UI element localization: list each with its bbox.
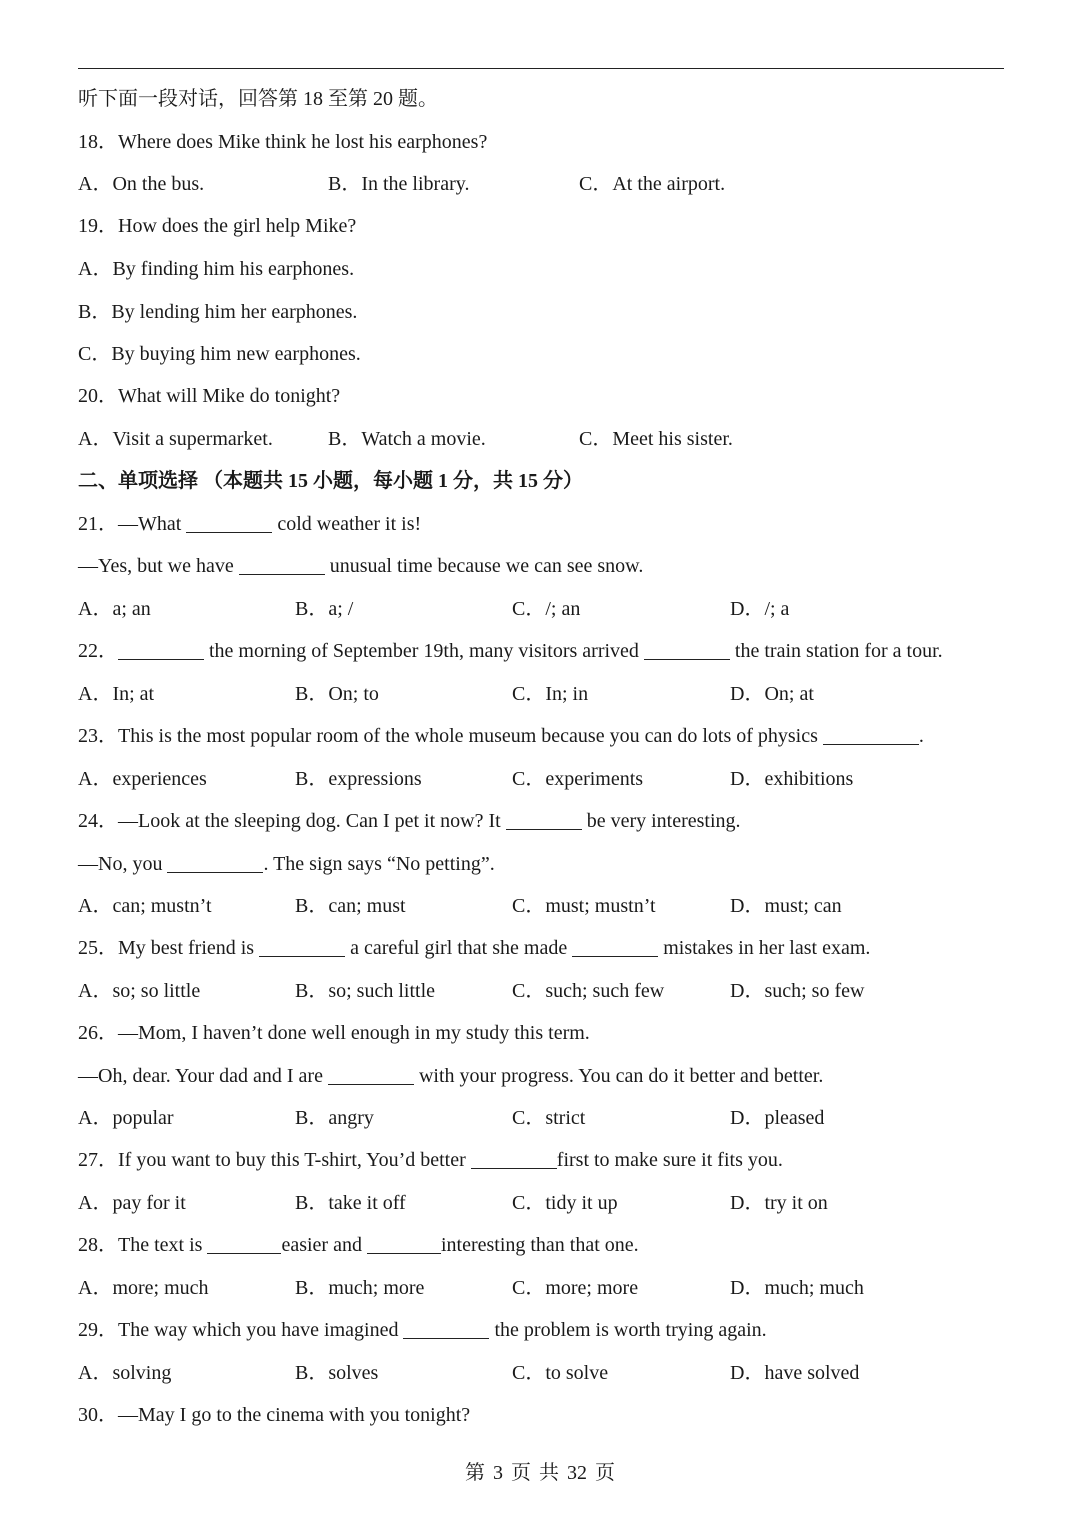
question-26-line-2 [78, 1063, 823, 1089]
question-30: 30．—May I go to the cinema with you tonight? [78, 1404, 471, 1426]
q28-option-a[interactable]: A．more; much [78, 1277, 209, 1299]
q21-option-b[interactable]: B．a; / [295, 598, 354, 620]
q29-option-b[interactable]: B．solves [295, 1362, 379, 1384]
answer-blank [367, 1233, 441, 1254]
footer-word-di: 第 [465, 1462, 485, 1484]
q28-text-1: 28．The text is [78, 1234, 203, 1256]
q25-text-2: a careful girl that she made [350, 937, 568, 959]
question-24-line-2 [78, 851, 495, 877]
question-29 [78, 1317, 767, 1343]
q18-option-a[interactable]: A．On the bus. [78, 173, 205, 195]
question-21 [78, 511, 421, 537]
answer-blank [506, 809, 582, 830]
q29-text-2: the problem is worth trying again. [494, 1319, 767, 1341]
q27-option-d[interactable]: D．try it on [730, 1192, 828, 1214]
answer-blank [118, 639, 204, 660]
q24-option-b[interactable]: B．can; must [295, 895, 406, 917]
q21-text-2: cold weather it is! [277, 513, 422, 535]
q25-text-1: 25．My best friend is [78, 937, 255, 959]
q22-option-b[interactable]: B．On; to [295, 683, 379, 705]
question-22 [78, 638, 943, 664]
q25-text-3: mistakes in her last exam. [663, 937, 871, 959]
q24-text-3: —No, you [78, 853, 163, 875]
q23-text-2: . [918, 725, 924, 747]
q22-text-1: the morning of September 19th, many visitors arrived [209, 640, 639, 662]
answer-blank [471, 1148, 557, 1169]
q19-option-a[interactable]: A．By finding him his earphones. [78, 258, 355, 280]
q28-option-d[interactable]: D．much; much [730, 1277, 864, 1299]
q29-option-c[interactable]: C．to solve [512, 1362, 609, 1384]
question-23 [78, 723, 924, 749]
q19-option-b[interactable]: B．By lending him her earphones. [78, 301, 358, 323]
q26-option-b[interactable]: B．angry [295, 1107, 374, 1129]
answer-blank [259, 936, 345, 957]
q28-option-b[interactable]: B．much; more [295, 1277, 425, 1299]
q26-text-2: with your progress. You can do it better and better. [418, 1065, 824, 1087]
q24-option-a[interactable]: A．can; mustn’t [78, 895, 212, 917]
q24-text-1: 24．—Look at the sleeping dog. Can I pet it now? It [78, 810, 501, 832]
q24-text-4: . The sign says “No petting”. [263, 853, 495, 875]
q21-option-a[interactable]: A．a; an [78, 598, 151, 620]
answer-blank [239, 554, 325, 575]
q22-option-a[interactable]: A．In; at [78, 683, 155, 705]
question-28 [78, 1232, 639, 1258]
page-number: 3 [493, 1462, 503, 1484]
q21-text-3: —Yes, but we have [78, 555, 234, 577]
q26-option-d[interactable]: D．pleased [730, 1107, 825, 1129]
q23-text-1: 23．This is the most popular room of the whole museum because you can do lots of physics [78, 725, 818, 747]
answer-blank [403, 1318, 489, 1339]
q18-option-b[interactable]: B．In the library. [328, 173, 470, 195]
q18-option-c[interactable]: C．At the airport. [579, 173, 726, 195]
q29-text-1: 29．The way which you have imagined [78, 1319, 399, 1341]
q29-option-a[interactable]: A．solving [78, 1362, 172, 1384]
question-21-line-2 [78, 553, 643, 579]
footer-word-ye-2: 页 [595, 1462, 615, 1484]
q21-text-4: unusual time because we can see snow. [329, 555, 644, 577]
question-18: 18．Where does Mike think he lost his earphones? [78, 131, 488, 153]
q28-text-2: easier and [281, 1234, 362, 1256]
question-19: 19．How does the girl help Mike? [78, 215, 357, 237]
question-24 [78, 808, 741, 834]
answer-blank [644, 639, 730, 660]
question-27 [78, 1147, 783, 1173]
q22-number: 22． [78, 640, 118, 662]
q23-option-c[interactable]: C．experiments [512, 768, 644, 790]
question-25 [78, 935, 870, 961]
q20-option-c[interactable]: C．Meet his sister. [579, 428, 733, 450]
listening-intro: 听下面一段对话，回答第 18 至第 20 题。 [78, 88, 438, 110]
q26-option-c[interactable]: C．strict [512, 1107, 586, 1129]
q28-text-3: interesting than that one. [440, 1234, 639, 1256]
q26-option-a[interactable]: A．popular [78, 1107, 174, 1129]
q27-option-a[interactable]: A．pay for it [78, 1192, 186, 1214]
q25-option-b[interactable]: B．so; such little [295, 980, 435, 1002]
q20-option-b[interactable]: B．Watch a movie. [328, 428, 486, 450]
footer-word-gong: 共 [539, 1462, 559, 1484]
answer-blank [572, 936, 658, 957]
q21-option-d[interactable]: D．/; a [730, 598, 790, 620]
q24-option-d[interactable]: D．must; can [730, 895, 842, 917]
page-footer [0, 1460, 1080, 1486]
answer-blank [328, 1064, 414, 1085]
q24-option-c[interactable]: C．must; mustn’t [512, 895, 656, 917]
q20-option-a[interactable]: A．Visit a supermarket. [78, 428, 273, 450]
q23-option-b[interactable]: B．expressions [295, 768, 422, 790]
answer-blank [167, 852, 263, 873]
section-heading: 二、单项选择 （本题共 15 小题，每小题 1 分，共 15 分） [78, 470, 583, 492]
question-26: 26．—Mom, I haven’t done well enough in my study this term. [78, 1022, 590, 1044]
q24-text-2: be very interesting. [586, 810, 741, 832]
q28-option-c[interactable]: C．more; more [512, 1277, 639, 1299]
q19-option-c[interactable]: C．By buying him new earphones. [78, 343, 361, 365]
q22-text-2: the train station for a tour. [734, 640, 943, 662]
q25-option-c[interactable]: C．such; such few [512, 980, 665, 1002]
total-pages: 32 [567, 1462, 587, 1484]
q27-option-b[interactable]: B．take it off [295, 1192, 406, 1214]
question-20: 20．What will Mike do tonight? [78, 385, 341, 407]
answer-blank [186, 512, 272, 533]
q22-option-c[interactable]: C．In; in [512, 683, 589, 705]
q27-option-c[interactable]: C．tidy it up [512, 1192, 618, 1214]
q25-option-a[interactable]: A．so; so little [78, 980, 201, 1002]
q21-option-c[interactable]: C．/; an [512, 598, 581, 620]
q22-option-d[interactable]: D．On; at [730, 683, 814, 705]
q29-option-d[interactable]: D．have solved [730, 1362, 860, 1384]
q23-option-a[interactable]: A．experiences [78, 768, 207, 790]
q27-text-2: first to make sure it fits you. [556, 1149, 783, 1171]
q21-text-1: 21．—What [78, 513, 182, 535]
q27-text-1: 27．If you want to buy this T-shirt, You’d better [78, 1149, 466, 1171]
footer-word-ye: 页 [511, 1462, 531, 1484]
answer-blank [207, 1233, 281, 1254]
q26-text-1: —Oh, dear. Your dad and I are [78, 1065, 323, 1087]
answer-blank [823, 724, 919, 745]
q25-option-d[interactable]: D．such; so few [730, 980, 865, 1002]
header-rule [78, 68, 1004, 69]
q23-option-d[interactable]: D．exhibitions [730, 768, 854, 790]
